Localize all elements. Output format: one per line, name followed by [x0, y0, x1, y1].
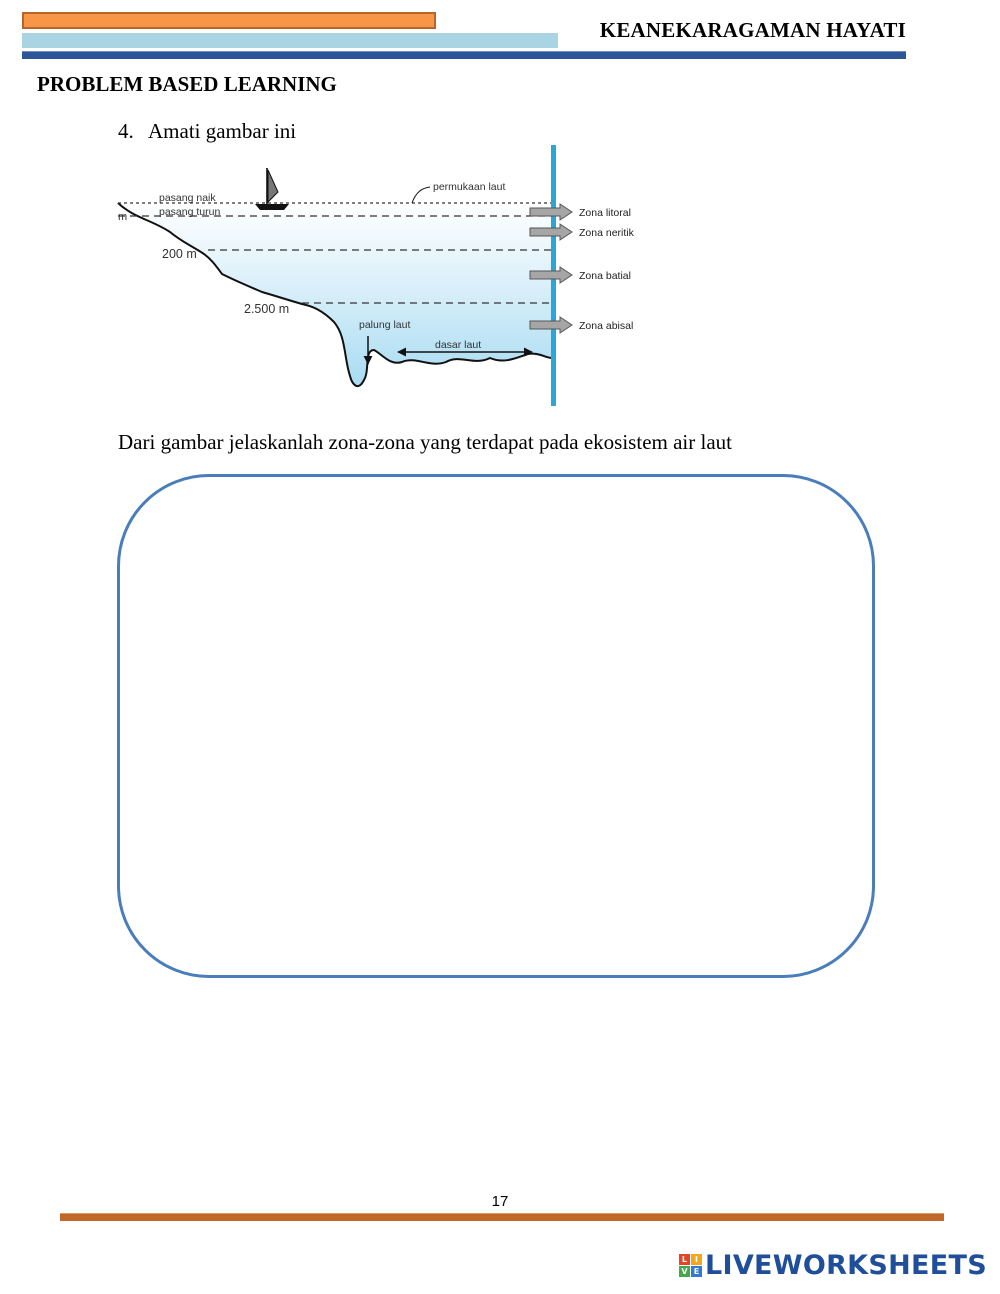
header-title: KEANEKARAGAMAN HAYATI — [599, 18, 906, 42]
answer-box[interactable] — [117, 474, 875, 978]
ocean-zones-diagram — [112, 140, 652, 412]
header-dark-blue-rule — [22, 51, 906, 59]
label-dasar-laut: dasar laut — [435, 339, 482, 351]
label-pasang-turun: pasang turun — [159, 206, 221, 218]
footer-orange-bar — [60, 1213, 944, 1221]
zone-label-abisal: Zona abisal — [579, 320, 634, 332]
label-permukaan-laut: permukaan laut — [433, 181, 506, 193]
label-palung-laut: palung laut — [359, 319, 411, 331]
liveworksheets-logo-icon: L I V E — [679, 1254, 702, 1277]
zone-label-neritik: Zona neritik — [579, 227, 634, 239]
instruction-text: Dari gambar jelaskanlah zona-zona yang terdapat pada ekosistem air laut — [118, 430, 732, 454]
section-title: PROBLEM BASED LEARNING — [37, 72, 337, 96]
zone-label-litoral: Zona litoral — [579, 207, 631, 219]
label-depth-2500: 2.500 m — [244, 302, 290, 316]
page-number: 17 — [491, 1193, 509, 1210]
question-text: Amati gambar ini — [148, 119, 297, 143]
label-depth-200: 200 m — [162, 247, 197, 261]
question-number: 4. — [118, 119, 134, 143]
liveworksheets-brand — [679, 1250, 987, 1281]
brand-name: LIVEWORKSHEETS — [704, 1250, 987, 1281]
zone-label-batial: Zona batial — [579, 270, 631, 282]
label-m: m — [118, 211, 128, 223]
header-light-blue-bar — [22, 33, 558, 48]
surface-pointer — [412, 187, 430, 203]
label-pasang-naik: pasang naik — [159, 192, 216, 204]
header-orange-bar — [22, 12, 436, 29]
